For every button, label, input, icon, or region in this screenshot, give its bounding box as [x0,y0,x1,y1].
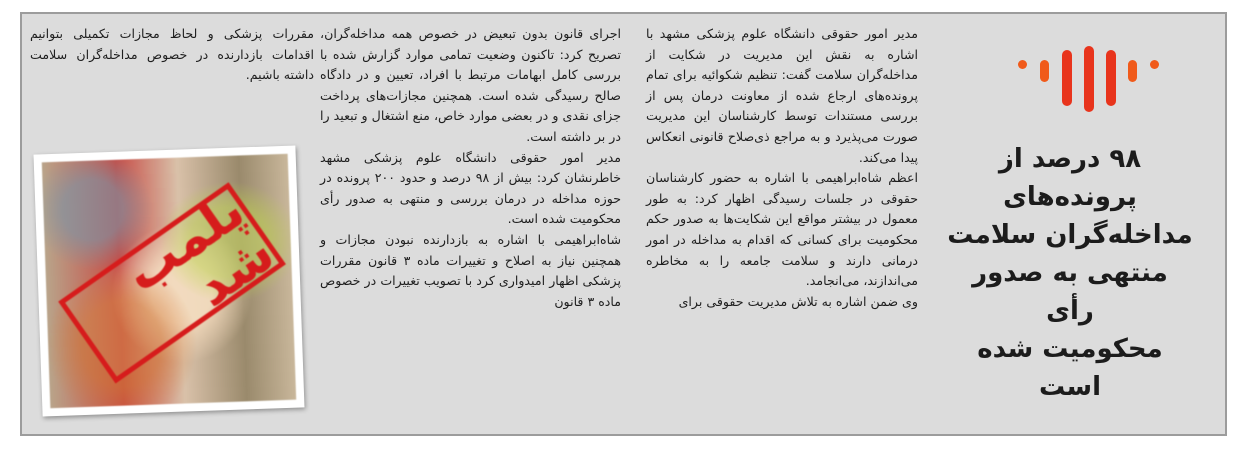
headline-line: پرونده‌های [1003,182,1137,212]
paragraph: مدیر امور حقوقی دانشگاه علوم پزشکی مشهد با اشاره به نقش این مدیریت در شکایت از مداخله‌گران سلامت گفت: تنظیم شکوائیه برای تمام پرونده‌های ارجاع شده از معاونت درمان پس از بررسی مستندات توسط کارشناسان این مدیریت صورت می‌پذیرد و به مراجع ذی‌صلاح قانونی انعکاس پیدا می‌کند. [646,26,918,165]
newspaper-logo-icon [1010,46,1170,116]
headline-line: مداخله‌گران سلامت [947,220,1193,250]
photo-image [42,154,296,408]
paragraph: وی ضمن اشاره به تلاش مدیریت حقوقی برای [678,293,918,309]
paragraph: اجرای قانون بدون تبعیض در خصوص همه مداخله‌گران، تصریح کرد: تاکنون وضعیت تمامی موارد گزارش شده با بررسی کامل ابهامات مرتبط با افراد، تعیین و در دادگاه صالح رسیدگی شده است. همچنین مجازات‌های پرداخت جزای نقدی و در بعضی موارد خاص، منع اشتغال و تبعید را در بر داشته است. [320,26,621,144]
article-column-2 [320,24,621,312]
photo-frame [34,146,305,417]
headline [945,140,1195,406]
headline-line: محکومیت شده است [977,334,1163,402]
article-column-3 [30,24,314,86]
paragraph: اعظم شاه‌ابراهیمی با اشاره به حضور کارشناسان حقوقی در جلسات رسیدگی اظهار کرد: به طور معمول در بیشتر مواقع این شکایت‌ها به صدور حکم محکومیت برای کسانی که اقدام به مداخله در امور درمانی دارند و سلامت جامعه را به مخاطره می‌اندازند، می‌انجامد. [646,170,918,289]
paragraph: مقررات پزشکی و لحاظ مجازات تکمیلی بتوانیم اقدامات بازدارنده در خصوص مداخله‌گران سلامت داشته باشیم. [30,26,314,83]
paragraph: شاه‌ابراهیمی با اشاره به بازدارنده نبودن مجازات و همچنین نیاز به اصلاح و تغییرات ماده ۳ قانون مقررات پزشکی اظهار امیدواری کرد با تصویب تغییرات در خصوص ماده ۳ قانون [320,231,622,309]
paragraph: مدیر امور حقوقی دانشگاه علوم پزشکی مشهد خاطرنشان کرد: بیش از ۹۸ درصد و حدود ۲۰۰ پرونده در حوزه مداخله در درمان بررسی و منتهی به صدور رأی محکومیت شده است. [320,149,621,227]
headline-line: ۹۸ درصد از [998,144,1142,174]
seal-stamp [58,182,286,383]
article-photo [38,150,300,412]
stamp-text: پلمب شد [114,180,286,319]
headline-line: منتهی به صدور رأی [972,258,1168,326]
article-column-1 [646,24,918,312]
